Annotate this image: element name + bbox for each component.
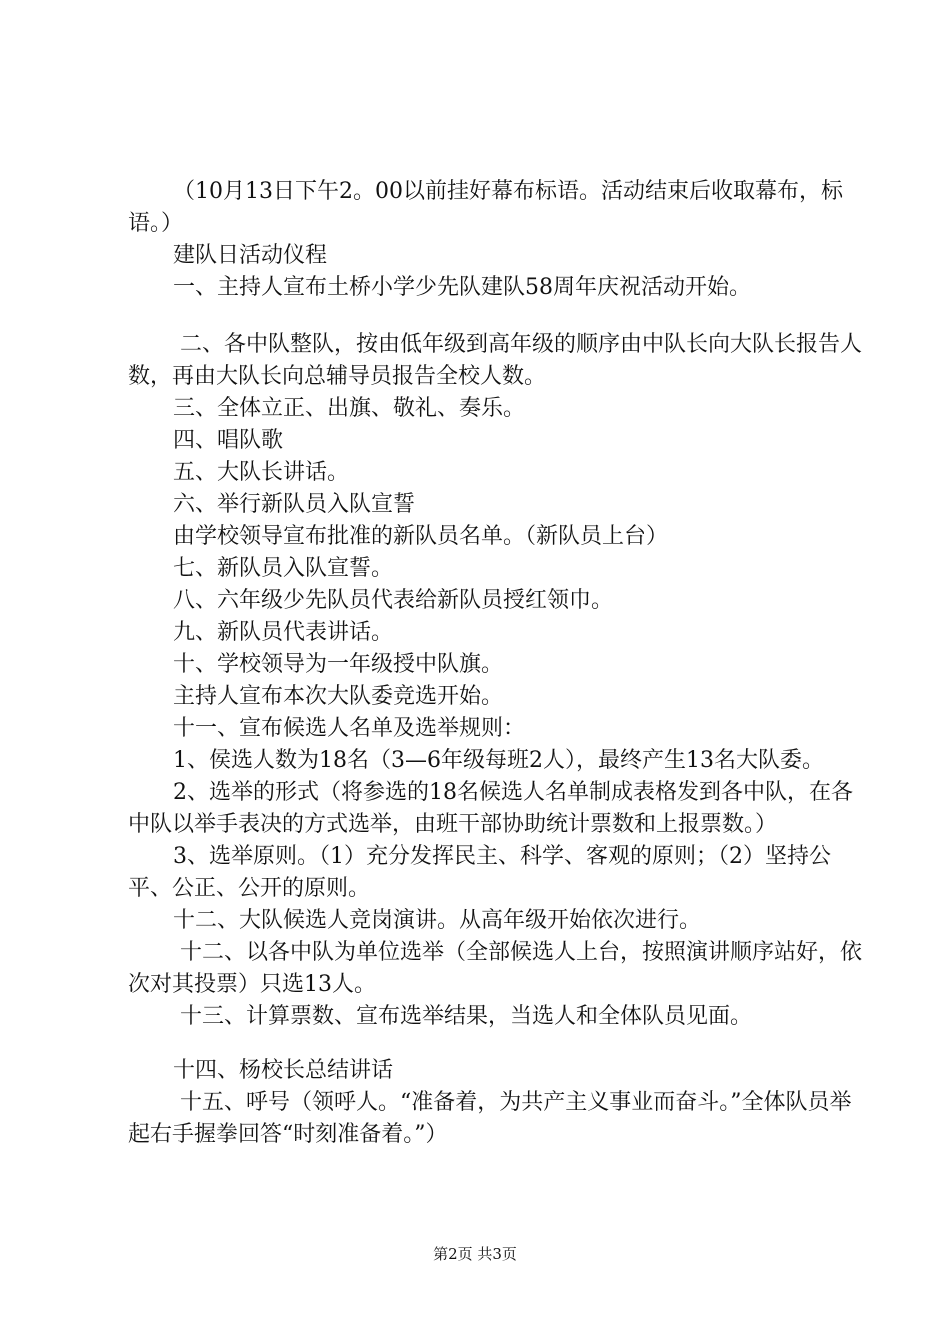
paragraph-rule-2: 2、选举的形式（将参选的18名候选人名单制成表格发到各中队，在各中队以举手表决的方式选举，由班干部协助统计票数和上报票数。） [128,780,853,837]
paragraph-step-12-vote: 十二、以各中队为单位选举（全部候选人上台，按照演讲顺序站好，依次对其投票）只选13人。 [128,940,863,997]
paragraph-new-members: 由学校领导宣布批准的新队员名单。（新队员上台） [173,524,669,549]
paragraph-step-6: 六、举行新队员入队宣誓 [173,492,416,517]
section-title: 建队日活动仪程 [173,243,328,268]
paragraph-step-7: 七、新队员入队宣誓。 [173,556,394,581]
paragraph-step-12-speech: 十二、大队候选人竞岗演讲。从高年级开始依次进行。 [173,908,702,933]
document-body [128,176,868,1151]
paragraph-step-9: 九、新队员代表讲话。 [173,620,394,645]
paragraph-step-11: 十一、宣布候选人名单及选举规则： [173,716,526,741]
paragraph-step-1: 一、主持人宣布土桥小学少先队建队58周年庆祝活动开始。 [173,275,751,300]
paragraph-step-2: 二、各中队整队，按由低年级到高年级的顺序由中队长向大队长报告人数，再由大队长向总辅导员报告全校人数。 [128,332,863,389]
paragraph-step-8: 八、六年级少先队员代表给新队员授红领巾。 [173,588,614,613]
paragraph-election-start: 主持人宣布本次大队委竞选开始。 [173,684,504,709]
paragraph-step-5: 五、大队长讲话。 [173,460,350,485]
paragraph-step-3: 三、全体立正、出旗、敬礼、奏乐。 [173,396,526,421]
paragraph-banner-note: （10月13日下午2。00以前挂好幕布标语。活动结束后收取幕布，标语。） [128,179,843,236]
paragraph-step-14: 十四、杨校长总结讲话 [173,1058,394,1083]
paragraph-step-13: 十三、计算票数、宣布选举结果，当选人和全体队员见面。 [180,1004,753,1029]
page-footer: 第2页 共3页 [433,1245,517,1263]
paragraph-rule-3: 3、选举原则。（1）充分发挥民主、科学、客观的原则；（2）坚持公平、公正、公开的原则。 [128,844,831,901]
paragraph-step-4: 四、唱队歌 [173,428,284,453]
paragraph-step-15: 十五、呼号（领呼人。“准备着，为共产主义事业而奋斗。”全体队员举起右手握拳回答“时刻准备着。”） [128,1090,852,1147]
paragraph-step-10: 十、学校领导为一年级授中队旗。 [173,652,504,677]
paragraph-rule-1: 1、侯选人数为18名（3—6年级每班2人），最终产生13名大队委。 [173,748,824,773]
